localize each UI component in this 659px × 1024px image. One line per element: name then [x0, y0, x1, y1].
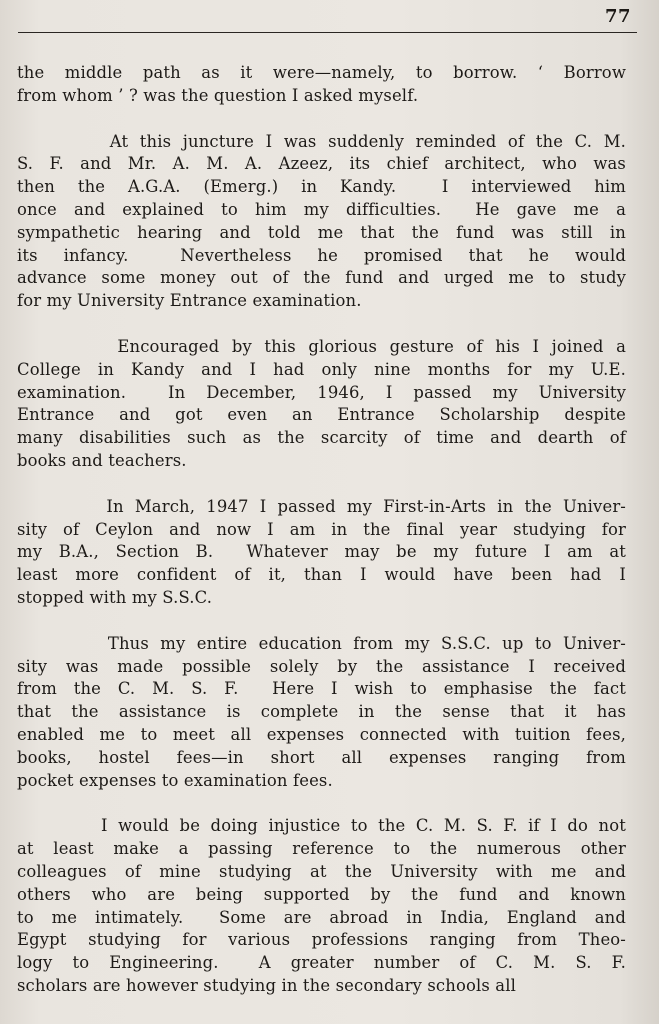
- text-line: least more confident of it, than I would have been had I: [17, 565, 626, 585]
- text-line: sity was made possible solely by the assistance I received: [17, 656, 626, 676]
- text-line: sity of Ceylon and now I am in the final year studying for: [17, 519, 626, 539]
- text-line: sympathetic hearing and told me that the fund was still in: [17, 222, 626, 242]
- text-line: to me intimately. Some are abroad in India, England and: [17, 907, 626, 927]
- paragraph: [17, 131, 626, 313]
- text-line: others who are being supported by the fund and known: [17, 884, 626, 904]
- text-line: colleagues of mine studying at the University with me and: [17, 861, 626, 881]
- text-line: logy to Engineering. A greater number of C. M. S. F.: [17, 953, 626, 973]
- text-line: its infancy. Nevertheless he promised that he would: [17, 245, 626, 265]
- text-line: many disabilities such as the scarcity of time and dearth of: [17, 428, 626, 448]
- text-line: Encouraged by this glorious gesture of his I joined a: [17, 336, 626, 356]
- text-line: books, hostel fees—in short all expenses ranging from: [17, 747, 626, 767]
- page-number: 77: [604, 6, 631, 27]
- paragraph: [17, 633, 626, 793]
- text-line: at least make a passing reference to the numerous other: [17, 839, 626, 859]
- paragraph: [17, 62, 626, 108]
- text-line: scholars are however studying in the secondary schools all: [17, 975, 517, 995]
- text-line: College in Kandy and I had only nine months for my U.E.: [17, 359, 626, 379]
- body-text: [17, 62, 626, 1021]
- text-line: the middle path as it were—namely, to borrow. ‘ Borrow: [17, 63, 626, 82]
- text-line: that the assistance is complete in the sense that it has: [17, 702, 626, 722]
- text-line: for my University Entrance examination.: [17, 291, 362, 311]
- text-line: advance some money out of the fund and urged me to study: [17, 268, 626, 288]
- text-line: from the C. M. S. F. Here I wish to emphasise the fact: [17, 679, 626, 699]
- text-line: S. F. and Mr. A. M. A. Azeez, its chief architect, who was: [17, 154, 626, 174]
- text-line: At this juncture I was suddenly reminded of the C. M.: [17, 131, 626, 151]
- text-line: examination. In December, 1946, I passed my University: [17, 382, 626, 402]
- text-line: books and teachers.: [17, 450, 187, 470]
- text-line: pocket expenses to examination fees.: [17, 770, 333, 790]
- text-line: stopped with my S.S.C.: [17, 587, 213, 607]
- text-line: once and explained to him my difficulties. He gave me a: [17, 199, 626, 219]
- paragraph: [17, 496, 626, 610]
- header-rule: [18, 32, 637, 33]
- text-line: my B.A., Section B. Whatever may be my future I am at: [17, 542, 626, 562]
- paragraph: [17, 336, 626, 473]
- text-line: Entrance and got even an Entrance Scholarship despite: [17, 405, 626, 425]
- text-line: In March, 1947 I passed my First-in-Arts in the Univer-: [17, 496, 626, 516]
- paragraph: [17, 815, 626, 997]
- text-line: Thus my entire education from my S.S.C. up to Univer-: [17, 633, 626, 653]
- text-line: I would be doing injustice to the C. M. S. F. if I do not: [17, 816, 626, 836]
- text-line: from whom ’ ? was the question I asked myself.: [17, 85, 419, 105]
- text-line: enabled me to meet all expenses connected with tuition fees,: [17, 724, 626, 744]
- text-line: then the A.G.A. (Emerg.) in Kandy. I interviewed him: [17, 177, 626, 197]
- text-line: Egypt studying for various professions ranging from Theo-: [17, 930, 626, 950]
